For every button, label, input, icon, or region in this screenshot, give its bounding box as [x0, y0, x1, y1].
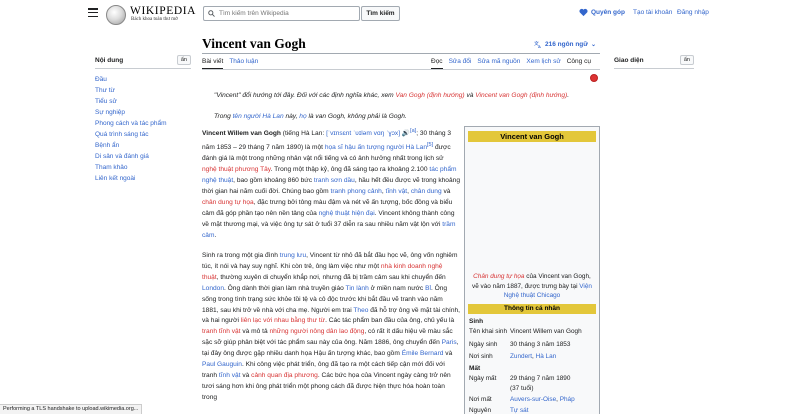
- toc-item-top[interactable]: Đầu: [95, 76, 107, 83]
- hatnote-text: .: [567, 92, 570, 99]
- text: . Vincent không thành công về mặt thương mại, và việc ông tự sát ở tuổi 37 diễn ra sau nhiều năm vật lộn với: [202, 209, 455, 228]
- text: , hầu hết đều được vẽ trong khoảng thời gian hai năm cuối đời. Chúng bao gồm: [202, 177, 460, 195]
- browser-status-bar: Performing a TLS handshake to upload.wikimedia.org...: [0, 404, 142, 414]
- portrait-image[interactable]: [468, 144, 596, 270]
- protestant-link[interactable]: Tin lành: [345, 284, 369, 292]
- chevron-down-icon: ⌄: [591, 41, 597, 48]
- row-key: Nơi sinh: [469, 352, 493, 360]
- caption-link-self-portrait[interactable]: Chân dung tự họa: [473, 273, 525, 280]
- self-portrait-link[interactable]: chân dung tự họa: [202, 198, 254, 206]
- london-link[interactable]: London: [202, 284, 225, 292]
- svg-text:A: A: [538, 44, 541, 48]
- sep: ,: [556, 396, 560, 403]
- paris-link[interactable]: Paris: [441, 339, 457, 347]
- auvers-link[interactable]: Auvers-sur-Oise: [510, 396, 557, 403]
- emile-bernard-link[interactable]: Émile Bernard: [401, 350, 444, 358]
- search-icon: [208, 10, 215, 17]
- namespace-tabs: [202, 58, 264, 69]
- text: , Vincent từ nhỏ đã bắt đầu học vẽ, ông vốn nghiêm túc, ít nói và hay suy nghĩ. Khi còn trẻ, ông làm việc như một: [202, 252, 458, 270]
- still-life-link-2[interactable]: tĩnh vật: [218, 371, 241, 379]
- paul-gauguin-link[interactable]: Paul Gauguin: [202, 361, 242, 369]
- audio-icon[interactable]: 🔊: [400, 130, 411, 138]
- hatnote-text: là van Gogh, không phải là Gogh.: [306, 113, 407, 120]
- text: ở miền nam nước: [368, 284, 426, 292]
- text: và: [240, 371, 252, 379]
- heart-icon: [579, 8, 588, 17]
- suicide-link[interactable]: Tự sát: [510, 406, 529, 414]
- language-button[interactable]: [534, 40, 596, 48]
- tab-article[interactable]: Bài viết: [202, 58, 223, 69]
- hatnote-text: "Vincent" đổi hướng tới đây. Đối với các định nghĩa khác, xem: [214, 92, 396, 99]
- toc-header: [95, 55, 191, 69]
- title-divider: [202, 53, 600, 54]
- text: được đánh giá là một trong những nhân vật nổi tiếng và có ảnh hưởng nhất trong lịch sử: [202, 144, 451, 163]
- infobox-row-deathplace: [465, 395, 599, 405]
- tab-read[interactable]: Đọc: [431, 58, 443, 69]
- table-of-contents: [95, 55, 195, 184]
- hatnote-link-disambig-2[interactable]: Vincent van Gogh (định hướng): [475, 92, 568, 99]
- site-header: [0, 0, 800, 28]
- infobox-personal-header: Thông tin cá nhân: [468, 304, 596, 314]
- infobox-section-birth: Sinh: [469, 317, 484, 325]
- toc-item-career[interactable]: Sự nghiệp: [95, 109, 126, 116]
- wikipedia-tagline: Bách khoa toàn thư mở: [131, 17, 178, 22]
- text: ; 30 tháng 3 năm 1853 – 29 tháng 7 năm 1890) là một: [202, 130, 452, 152]
- france-link[interactable]: Pháp: [559, 396, 575, 403]
- portrait-link[interactable]: chân dung: [410, 187, 442, 195]
- wikipedia-globe-logo[interactable]: [106, 5, 126, 25]
- translate-icon: [534, 40, 542, 48]
- search-button[interactable]: Tìm kiếm: [361, 6, 400, 21]
- tab-tools[interactable]: Công cụ: [566, 58, 591, 65]
- theo-link[interactable]: Theo: [353, 306, 369, 314]
- text: . Khi công việc phát triển, ông đã tạo ra một cách tiếp cận mới đối với tranh: [202, 361, 445, 379]
- text: . Các tác phẩm ban đầu của ông, chủ yếu là: [325, 317, 455, 325]
- text: . Trong một thập kỷ, ông đã sáng tạo ra khoảng 2.100: [270, 166, 430, 174]
- search-input[interactable]: [219, 10, 359, 17]
- depression-link[interactable]: trầm cảm: [202, 220, 456, 239]
- search-box[interactable]: [203, 6, 360, 21]
- toc-item-letters[interactable]: Thư từ: [95, 87, 115, 94]
- infobox-row-deathdate: [465, 374, 599, 393]
- toc-item-style[interactable]: Phong cách và tác phẩm: [95, 120, 167, 127]
- hatnote-link-disambig-1[interactable]: Van Gogh (định hướng): [395, 92, 465, 99]
- subject-name: Vincent Willem van Gogh: [202, 130, 281, 138]
- infobox-row-birthplace: [465, 352, 599, 362]
- row-value: [510, 352, 595, 362]
- language-count: 216 ngôn ngữ: [545, 40, 588, 48]
- toc-hide-button[interactable]: ẩn: [177, 55, 191, 65]
- footnote-link[interactable]: [a]: [410, 128, 417, 134]
- text: , có rất ít dấu hiệu về màu sắc sặc sỡ giúp phân biệt với tác phẩm sau này của ông. Năm 1886, ông chuyển đến: [202, 328, 453, 347]
- text: . Ông sống trong tình trạng sức khỏe tồi tệ và cô độc trước khi bắt đầu vẽ tranh vào năm 1881, sau khi trở về nhà với cha mẹ. Người em trai: [202, 284, 448, 314]
- post-impressionism-link[interactable]: họa sĩ hậu ấn tượng: [324, 144, 385, 152]
- row-key: Tên khai sinh: [469, 327, 508, 335]
- infobox-caption: [465, 270, 599, 303]
- row-key: Nguyên: [469, 406, 492, 414]
- dutch-people-link[interactable]: người Hà Lan: [386, 144, 427, 152]
- tab-edit[interactable]: Sửa đổi: [448, 58, 472, 65]
- row-key: Nơi mất: [469, 396, 492, 403]
- peasant-workers-link[interactable]: những người nông dân lao động: [269, 328, 365, 336]
- sep: ,: [532, 352, 536, 360]
- infobox-row-birthdate: [465, 340, 599, 350]
- age-at-death: (37 tuổi): [510, 384, 534, 392]
- wikipedia-wordmark[interactable]: WIKIPEDIA: [130, 5, 197, 17]
- text: , thường xuyên di chuyển khắp nơi, nhưng đã bị trầm cảm sau khi chuyển đến: [216, 273, 446, 281]
- toc-item-references[interactable]: Tham khảo: [95, 164, 128, 171]
- toc-item-illness[interactable]: Bệnh ẩn: [95, 142, 120, 149]
- still-life-link[interactable]: tĩnh vật: [385, 187, 408, 195]
- login-link[interactable]: Đăng nhập: [677, 9, 709, 16]
- text: (tiếng Hà Lan:: [280, 130, 327, 138]
- netherlands-link[interactable]: Hà Lan: [535, 352, 557, 360]
- ipa-link[interactable]: [ˈvɪnsɛnt ˈʋɪləm vɑŋ ˈɣɔx]: [326, 130, 401, 138]
- hatnote-text: này,: [283, 113, 300, 120]
- hatnote-link-dutch-names[interactable]: tên người Hà Lan: [232, 113, 284, 120]
- western-art-link[interactable]: nghệ thuật phương Tây: [202, 166, 271, 174]
- appearance-title: Giao diện: [614, 56, 644, 64]
- toc-item-legacy[interactable]: Di sản và đánh giá: [95, 153, 149, 160]
- landscape-link[interactable]: tranh phong cảnh: [330, 187, 382, 195]
- row-value: 30 tháng 3 năm 1853: [510, 341, 571, 348]
- artworks-link[interactable]: tác phẩm nghệ thuật: [202, 166, 457, 184]
- text: ,: [381, 187, 386, 195]
- belgium-link[interactable]: Bỉ: [425, 284, 431, 292]
- local-landscape-link[interactable]: cảnh quan địa phương: [251, 371, 318, 379]
- toc-item-external-links[interactable]: Liên kết ngoài: [95, 175, 136, 182]
- letters-link[interactable]: liên lạc với nhau bằng thư từ: [240, 317, 326, 325]
- text: , bao gồm khoảng 860 bức: [233, 177, 314, 184]
- text: .: [214, 231, 217, 239]
- modern-art-link[interactable]: nghệ thuật hiện đại: [318, 209, 375, 217]
- view-tabs: [431, 58, 597, 69]
- intro-paragraph-1: [202, 126, 460, 241]
- tabs-divider: [202, 69, 600, 70]
- appearance-panel: [614, 55, 694, 69]
- toc-item-biography[interactable]: Tiểu sử: [95, 98, 117, 105]
- name-hatnote: [214, 111, 407, 122]
- middle-class-link[interactable]: trung lưu: [279, 252, 307, 259]
- row-value: [510, 374, 595, 393]
- infobox-title: Vincent van Gogh: [468, 131, 596, 142]
- donate-link[interactable]: [579, 8, 625, 17]
- text: . Các bức họa của Vincent ngày càng trở nên tươi sáng hơn khi ông phát triển một phong cách đã được hiện thực hóa hoàn toàn trong: [202, 371, 451, 401]
- text: và: [443, 350, 453, 358]
- text: . Ông dành thời gian làm nhà truyền giáo: [224, 284, 346, 292]
- text: và mô tả: [240, 328, 270, 336]
- tab-history[interactable]: Xem lịch sử: [526, 58, 561, 65]
- toc-title: Nội dung: [95, 56, 124, 64]
- footnote-link[interactable]: [5]: [427, 142, 434, 149]
- appearance-hide-button[interactable]: ẩn: [680, 55, 694, 65]
- text: đã hỗ trợ ông về mặt tài chính, và hai người: [202, 306, 460, 325]
- caption-link-art-institute[interactable]: Viện Nghệ thuật Chicago: [503, 282, 592, 299]
- featured-article-icon[interactable]: [590, 74, 598, 82]
- infobox: [464, 126, 600, 414]
- toc-item-process[interactable]: Quá trình sáng tác: [95, 131, 149, 138]
- infobox-row-cause: [465, 406, 599, 414]
- row-key: Ngày mất: [469, 375, 497, 382]
- art-dealer-link[interactable]: nhà kinh doanh nghệ thuật: [202, 262, 443, 281]
- infobox-section-death: Mất: [469, 365, 481, 372]
- caption-text: của Vincent van Gogh, vẽ vào năm 1887, được trưng bày tại: [472, 273, 591, 290]
- tab-edit-source[interactable]: Sửa mã nguồn: [477, 58, 521, 65]
- text: và: [441, 187, 451, 195]
- hatnote: [214, 90, 600, 101]
- zundert-link[interactable]: Zundert: [510, 352, 533, 360]
- main-menu-icon[interactable]: [88, 8, 98, 17]
- text: Sinh ra trong một gia đình: [202, 252, 280, 259]
- hatnote-text: Trong: [214, 113, 233, 120]
- hatnote-link-surname[interactable]: họ: [299, 113, 307, 120]
- text: , đặc trưng bởi tông màu đậm và nét vẽ ấn tượng, bốc đồng và biểu cảm đã góp phần tạo nên nền tảng của: [202, 198, 453, 217]
- text: ,: [407, 187, 411, 195]
- row-key: Ngày sinh: [469, 341, 498, 348]
- tab-talk[interactable]: Thảo luận: [229, 58, 259, 65]
- create-account-link[interactable]: Tạo tài khoản: [633, 9, 673, 16]
- intro-paragraph-2: [202, 251, 460, 404]
- still-life-painting-link[interactable]: tranh tĩnh vật: [202, 328, 241, 336]
- infobox-row-fullname: [465, 327, 599, 337]
- donate-label: Quyên góp: [591, 9, 625, 16]
- row-value: [510, 395, 595, 405]
- row-value: Vincent Willem van Gogh: [510, 327, 582, 335]
- oil-painting-link[interactable]: tranh sơn dầu: [313, 177, 355, 184]
- text: , tại đây ông được gặp nhiều danh họa Hậu ấn tượng khác, bao gồm: [202, 339, 459, 358]
- page-title: Vincent van Gogh: [202, 36, 306, 51]
- death-date: 29 tháng 7 năm 1890: [510, 375, 571, 382]
- hatnote-text: và: [464, 92, 476, 99]
- svg-text:文: 文: [534, 41, 539, 47]
